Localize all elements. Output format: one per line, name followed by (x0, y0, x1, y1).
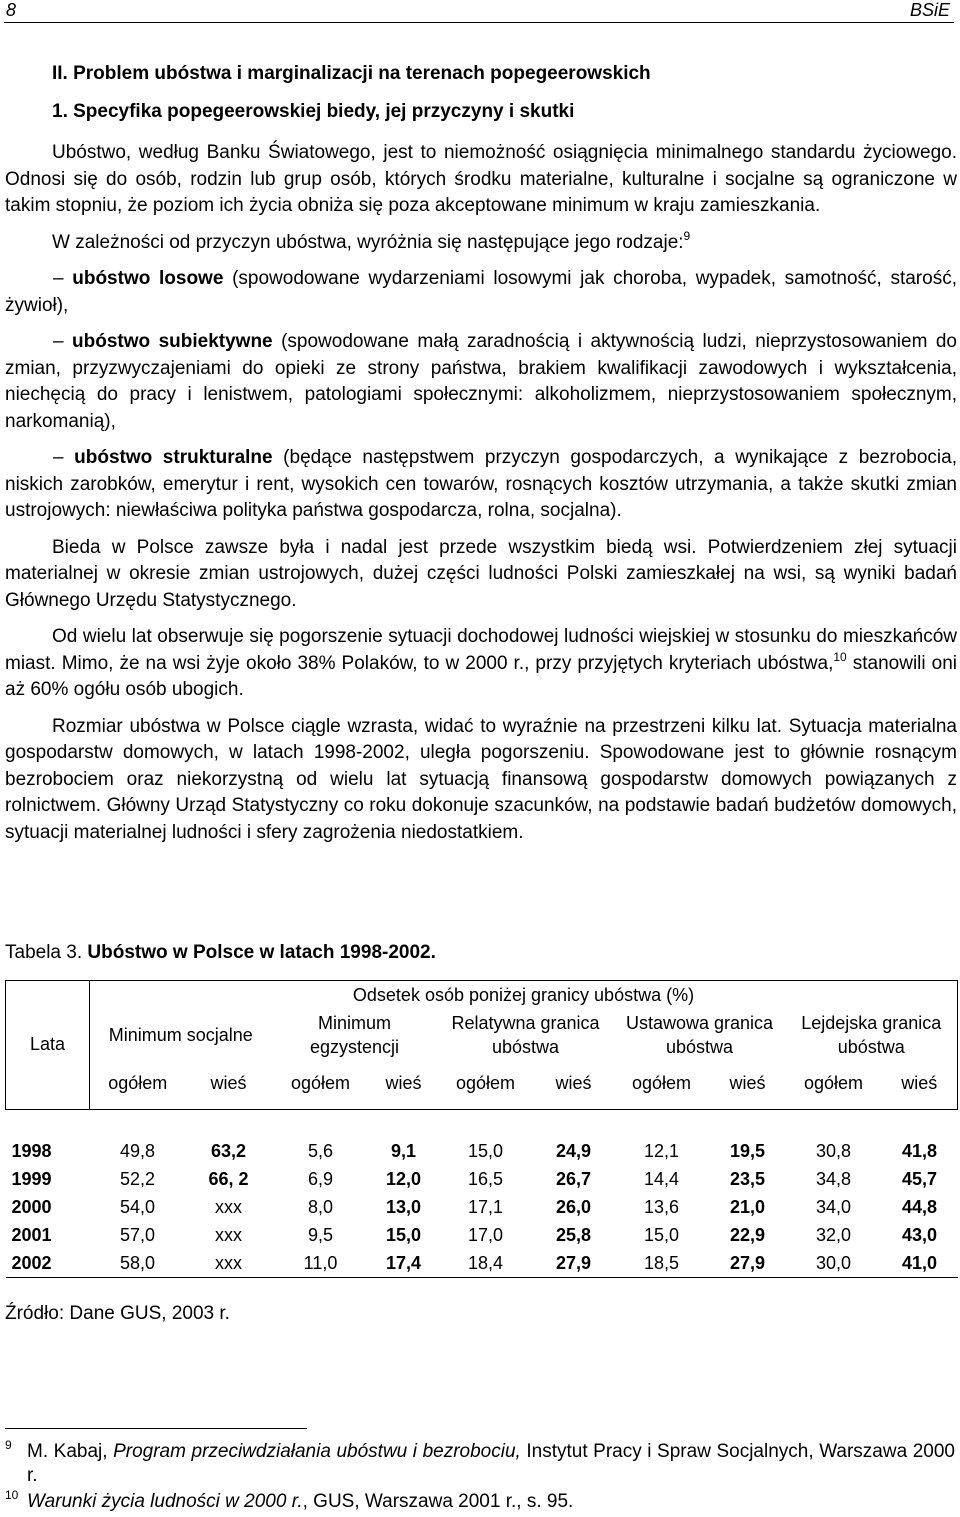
paragraph-2-text: W zależności od przyczyn ubóstwa, wyróżnia się następujące jego rodzaje: (52, 231, 684, 253)
list-item-losowe: – ubóstwo losowe (spowodowane wydarzeniami losowymi jak choroba, wypadek, samotność, starość, żywioł), (5, 268, 957, 316)
body-text (5, 140, 957, 846)
table-row: 2000 54,0 xxx 8,0 13,0 17,1 26,0 13,6 21,0 34,0 44,8 (11, 1196, 938, 1217)
paragraph-5: Rozmiar ubóstwa w Polsce ciągle wzrasta, widać to wyraźnie na przestrzeni kilku lat. Sytuacja materialna gospodarstw domowych, w latach 1998-2002, uległa pogorszeniu. Spowodowane jest to głównie rosnącym bezrobociem oraz niekorzystną od wielu lat sytuacją finansową gospodarstw domowych powiązanych z rolnictwem. Główny Urząd Statystyczny co roku dokonuje szacunków, na podstawie badań budżetów domowych, sytuacji materialnej ludności i sfery zagrożenia niedostatkiem. (5, 715, 957, 843)
group-header: Odsetek osób poniżej granicy ubóstwa (%) (90, 981, 958, 1011)
list-item-term: ubóstwo strukturalne (74, 447, 273, 468)
table-row: 2002 58,0 xxx 11,0 17,4 18,4 27,9 18,5 27,9 30,0 41,0 (6, 1249, 958, 1278)
paragraph-3: Bieda w Polsce zawsze była i nadal jest przede wszystkim biedą wsi. Potwierdzeniem złej sytuacji materialnej w okresie zmian ustrojowych, dużej części ludności Polski zamieszkałej na wsi, są wyniki badań Głównego Urzędu Statystycznego. (5, 536, 957, 611)
subsection-title: 1. Specyfika popegeerowskiej biedy, jej przyczyny i skutki (52, 101, 575, 122)
paragraph-2 (5, 230, 957, 257)
footnote-divider (5, 1428, 307, 1429)
col-group-ustawowa: Ustawowa granica ubóstwa (625, 1012, 774, 1057)
table-source: Źródło: Dane GUS, 2003 r. (5, 1303, 230, 1324)
col-group-lejdejska: Lejdejska granica ubóstwa (786, 1011, 958, 1059)
footnote-ref-9[interactable]: 9 (683, 228, 691, 243)
sub-header-wies: wieś (882, 1059, 958, 1110)
sub-header-ogolem: ogółem (614, 1059, 710, 1110)
list-item-strukturalne: – ubóstwo strukturalne (będące następstwem przyczyn gospodarczych, a wynikające z bezrobocia, niskich zarobków, emerytur i rent, wysokich cen towarów, rosnących kosztów utrzymania, a także skutki zmian ustrojowych: niewłaściwa polityka państwa gospodarcza, rolna, socjalna). (5, 447, 957, 521)
paragraph-4: Od wielu lat obserwuje się pogorszenie sytuacji dochodowej ludności wiejskiej w stosunku do mieszkańców miast. Mimo, że na wsi żyje około 38% Polaków, to w 2000 r., przy przyjętych kryteriach ubóstwa,$^{10}$ stanowili oni aż 60% ogółu osób ubogich. (5, 626, 958, 700)
footnote-10: 10 Warunki życia ludności w 2000 r., GUS, Warszawa 2001 r., s. 95. (5, 1488, 574, 1512)
sub-header-wies: wieś (186, 1059, 272, 1110)
sub-header-wies: wieś (370, 1059, 438, 1110)
table-row: 1998 49,8 63,2 5,6 9,1 15,0 24,9 12,1 19,5 30,8 41,8 (11, 1140, 938, 1161)
table-row: 1999 52,2 66, 2 6,9 12,0 16,5 26,7 14,4 23,5 34,8 45,7 (11, 1168, 938, 1189)
col-group-relatywna: Relatywna granica ubóstwa (451, 1012, 600, 1057)
page-number: 8 (6, 0, 17, 20)
sub-header-ogolem: ogółem (272, 1059, 370, 1110)
list-item-text: (spowodowane wydarzeniami losowymi jak choroba, wypadek, samotność, starość, żywioł), (5, 268, 957, 316)
col-group-minimum-egzystencji: Minimum egzystencji (309, 1012, 400, 1057)
sub-header-wies: wieś (710, 1059, 786, 1110)
table-row: 2001 57,0 xxx 9,5 15,0 17,0 25,8 15,0 22,9 32,0 43,0 (11, 1224, 938, 1245)
sub-header-wies: wieś (534, 1059, 614, 1110)
table-caption: Tabela 3. Ubóstwo w Polsce w latach 1998-2002. (5, 942, 436, 963)
footnote-ref-10[interactable]: 10 (833, 649, 847, 664)
col-group-minimum-socjalne: Minimum socjalne (108, 1024, 253, 1045)
list-item-term: ubóstwo losowe (72, 268, 224, 289)
list-item-subiektywne: – ubóstwo subiektywne (spowodowane małą zaradnością i aktywnością ludzi, nieprzystosowaniem do zmian, przyzwyczajeniami do opieki ze strony państwa, brakiem kwalifikacji zawodowych i wykształcenia, niechęcią do pracy i lenistwem, patologiami społecznymi: alkoholizmem, nieprzystosowaniem społecznym, narkomanią), (5, 331, 957, 432)
header-brand: BSiE (909, 0, 950, 20)
footnote-9: 9 M. Kabaj, Program przeciwdziałania ubóstwu i bezrobociu, Instytut Pracy i Spraw Socjalnych, Warszawa 2000 r. (5, 1438, 955, 1486)
page-header (4, 0, 954, 23)
col-header-lata: Lata (6, 981, 90, 1110)
paragraph-1: Ubóstwo, według Banku Światowego, jest to niemożność osiągnięcia minimalnego standardu życiowego. Odnosi się do osób, rodzin lub grup osób, których środku materialne, kulturalne i socjalne są ograniczone w takim stopniu, że poziom ich życia obniża się poza akceptowane minimum w kraju zamieszkania. (5, 142, 957, 216)
sub-header-ogolem: ogółem (438, 1059, 534, 1110)
list-item-text: (spowodowane małą zaradnością i aktywnością ludzi, nieprzystosowaniem do zmian, przyzwyczajeniami do opieki ze strony państwa, brakiem kwalifikacji zawodowych i wykształcenia, niechęcią do pracy i lenistwem, patologiami społecznymi: alkoholizmem, nieprzystosowaniem społecznym, narkomanią), (5, 331, 957, 432)
section-title: II. Problem ubóstwa i marginalizacji na terenach popegeerowskich (52, 63, 651, 84)
list-item-text: (będące następstwem przyczyn gospodarczych, a wynikające z bezrobocia, niskich zarobków, emerytur i rent, wysokich cen towarów, rosnących kosztów utrzymania, a także skutki zmian ustrojowych: niewłaściwa polityka państwa gospodarcza, rolna, socjalna). (5, 447, 957, 521)
poverty-table (5, 980, 958, 1278)
list-item-term: ubóstwo subiektywne (72, 331, 273, 352)
sub-header-ogolem: ogółem (786, 1059, 882, 1110)
sub-header-ogolem: ogółem (90, 1059, 186, 1110)
